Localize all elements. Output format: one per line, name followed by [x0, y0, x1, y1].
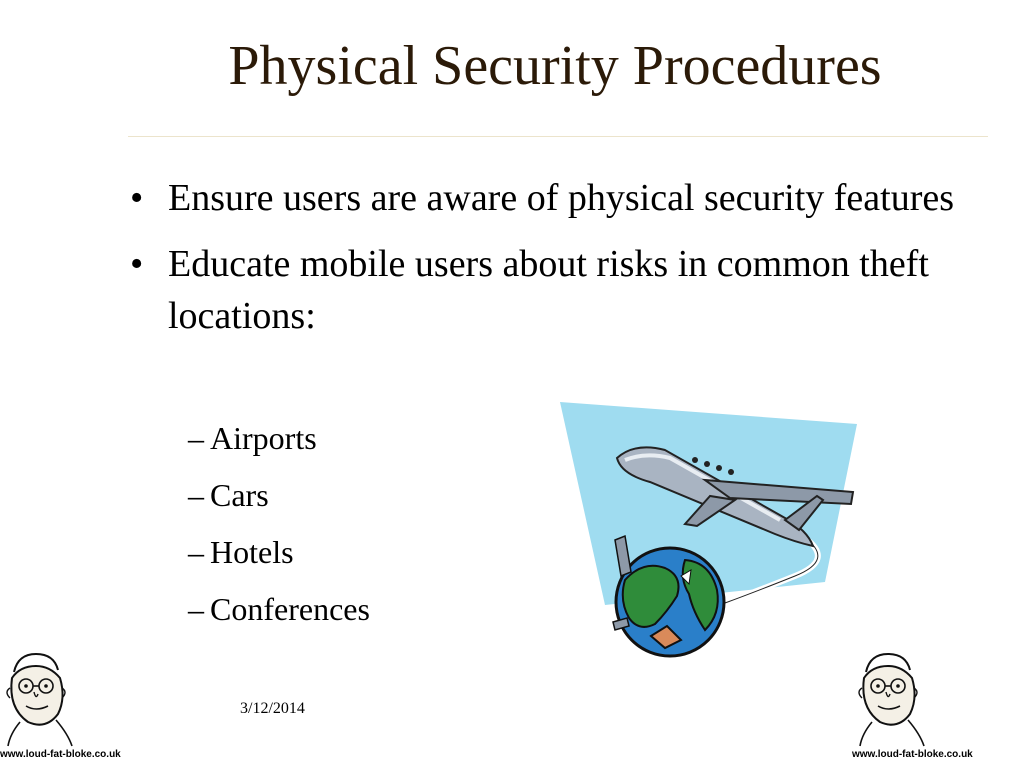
- sub-bullet-marker: –: [188, 420, 204, 456]
- title-divider: [128, 136, 988, 137]
- bullet-text: Ensure users are aware of physical security features: [168, 177, 955, 219]
- sub-bullet-marker: –: [188, 534, 204, 570]
- bullet-marker: •: [130, 243, 144, 285]
- airplane-globe-icon: [555, 400, 860, 662]
- sub-bullet-item: [188, 581, 588, 638]
- sub-bullet-item: [188, 524, 588, 581]
- bullet-list: [130, 172, 990, 356]
- slide-date: 3/12/2014: [240, 700, 305, 717]
- sub-bullet-marker: –: [188, 477, 204, 513]
- slide-title: Physical Security Procedures: [228, 35, 882, 97]
- sub-bullet-text: Cars: [210, 477, 269, 513]
- sub-bullet-marker: –: [188, 591, 204, 627]
- sub-bullet-text: Airports: [210, 420, 317, 456]
- sub-bullet-text: Hotels: [210, 534, 294, 570]
- footer-logo-left: [0, 648, 130, 763]
- sub-bullet-item: [188, 410, 588, 467]
- sub-bullet-text: Conferences: [210, 591, 370, 627]
- footer-logo-right: [852, 648, 982, 763]
- bullet-marker: •: [130, 177, 144, 219]
- sub-bullet-list: [188, 410, 588, 638]
- cartoon-face-icon: [0, 648, 80, 748]
- sub-bullet-item: [188, 467, 588, 524]
- bullet-item: [130, 172, 990, 224]
- bullet-text: Educate mobile users about risks in common theft locations:: [168, 243, 929, 337]
- cartoon-face-icon: [852, 648, 932, 748]
- footer-url-right[interactable]: www.loud-fat-bloke.co.uk: [852, 749, 973, 760]
- bullet-item: [130, 238, 990, 342]
- footer-url-left[interactable]: www.loud-fat-bloke.co.uk: [0, 749, 121, 760]
